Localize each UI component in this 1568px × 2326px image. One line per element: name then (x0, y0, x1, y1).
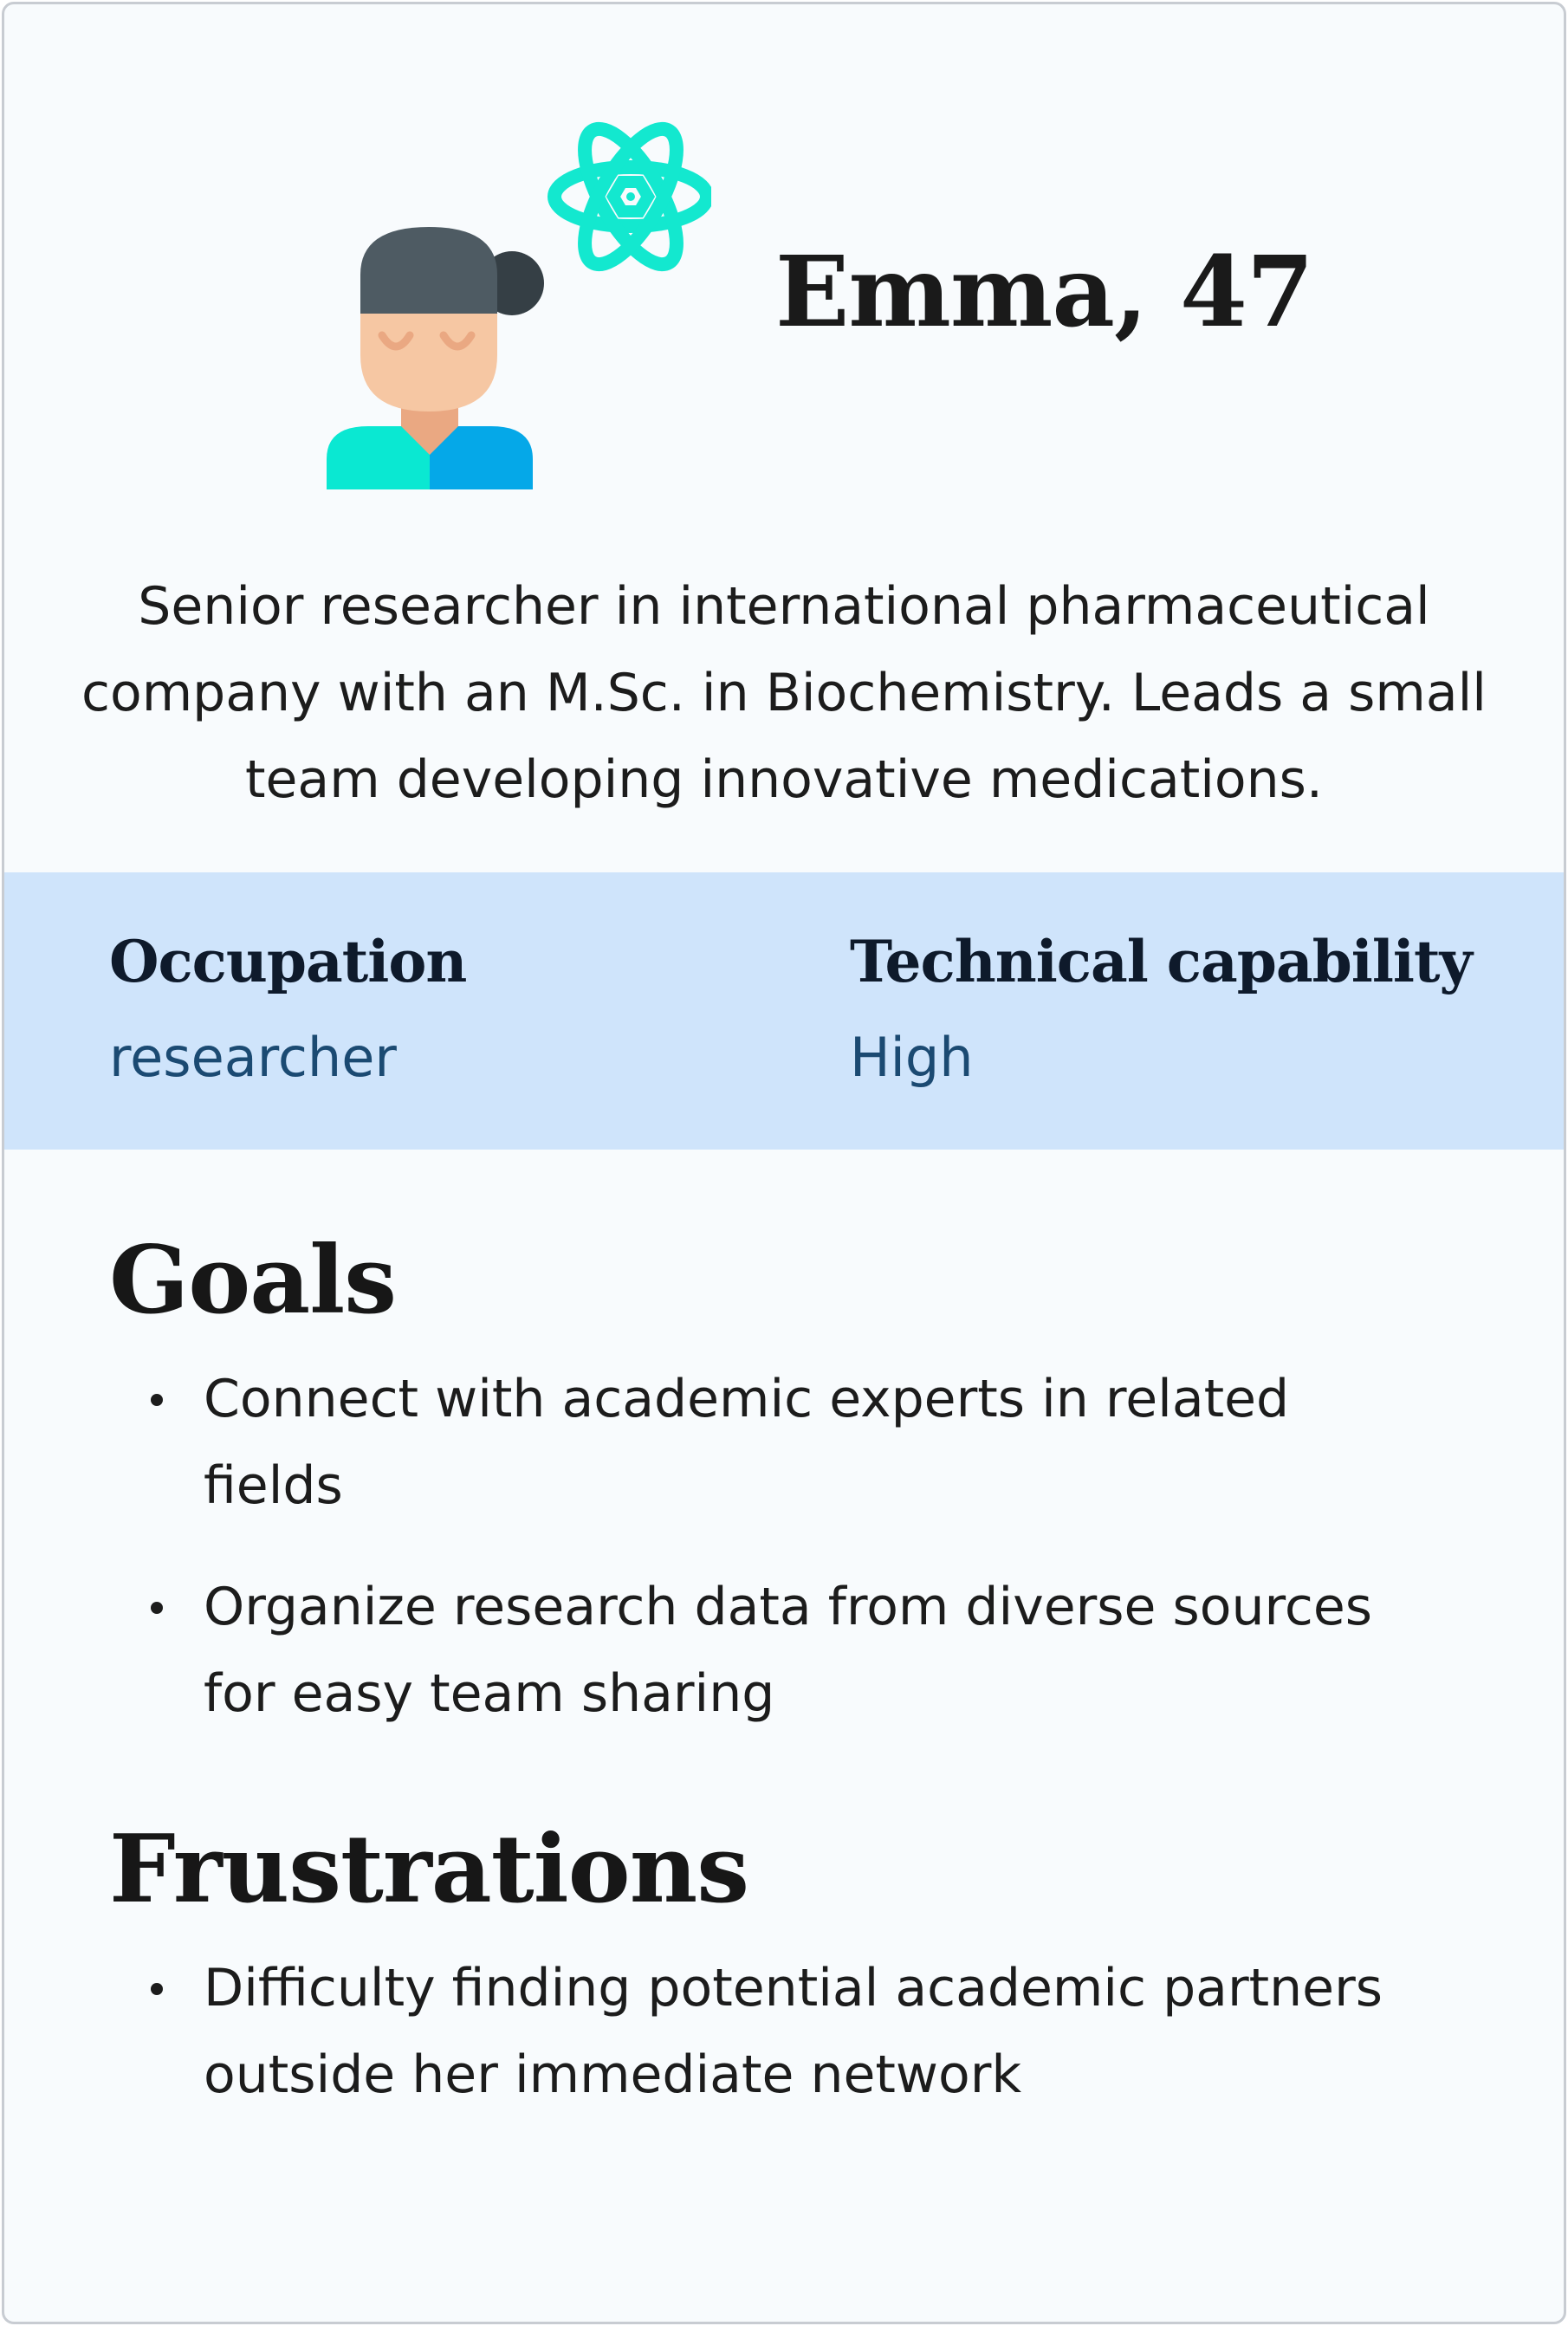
bullet-dot (151, 1983, 163, 1995)
goal-item (4, 1356, 1442, 1529)
goal-text: Organize research data from diverse sources for easy team sharing (204, 1577, 1373, 1724)
tech-capability-block (850, 920, 1472, 1097)
persona-bio: Senior researcher in international pharmaceutical company with an M.Sc. in Biochemistry. Leads a small team developing innovative medications. (81, 576, 1487, 810)
frustrations-list (4, 1945, 1442, 2153)
occupation-value: researcher (109, 1026, 397, 1089)
persona-card (2, 2, 1566, 2324)
info-band (4, 872, 1564, 1150)
goals-list (4, 1356, 1442, 1772)
persona-header (4, 4, 1564, 524)
goal-text: Connect with academic experts in related fields (204, 1369, 1290, 1516)
occupation-label: Occupation (109, 928, 467, 995)
researcher-avatar-icon (321, 111, 711, 492)
bullet-dot (151, 1602, 163, 1614)
frustration-item (4, 1945, 1442, 2118)
atom-icon (554, 116, 707, 277)
occupation-block (109, 920, 466, 1097)
bullet-dot (151, 1394, 163, 1406)
tech-capability-value: High (850, 1026, 974, 1089)
goal-item (4, 1564, 1442, 1737)
persona-name: Emma, 47 (775, 236, 1313, 349)
frustration-text: Difficulty finding potential academic partners outside her immediate network (204, 1958, 1383, 2105)
goals-heading: Goals (109, 1226, 397, 1335)
frustrations-heading: Frustrations (109, 1815, 749, 1924)
tech-capability-label: Technical capability (850, 928, 1472, 995)
